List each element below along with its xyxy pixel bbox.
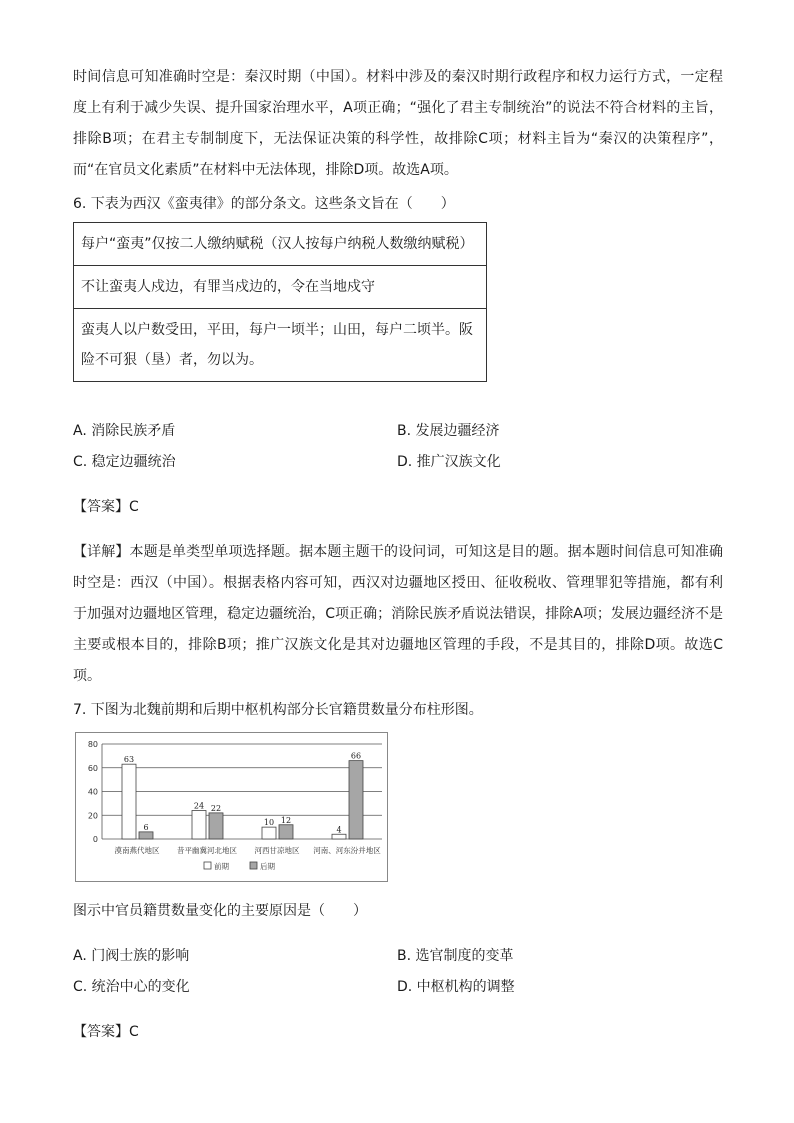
data-label: 10	[263, 818, 275, 828]
data-label: 24	[193, 801, 205, 811]
bar-late	[349, 761, 363, 839]
bar-late	[139, 832, 153, 839]
legend-label: 后期	[260, 862, 275, 871]
x-category-label: 河南、河东汾并地区	[313, 846, 381, 855]
y-tick-label: 20	[87, 811, 98, 821]
option-d: D. 推广汉族文化	[397, 454, 501, 470]
option-c: C. 统治中心的变化	[73, 979, 190, 995]
question-7-stem: 7. 下图为北魏前期和后期中枢机构部分长官籍贯数量分布柱形图。	[73, 702, 483, 718]
question-6-stem: 6. 下表为西汉《蛮夷律》的部分条文。这些条文旨在（ ）	[73, 196, 455, 212]
question-6-detail	[73, 537, 723, 692]
bar-chart-svg	[76, 733, 387, 881]
detail-text: 本题是单类型单项选择题。据本题主题干的设问词，可知这是目的题。据本题时间信息可知准确时空是：西汉（中国）。根据表格内容可知，西汉对边疆地区授田、征收税收、管理罪犯等措施，都有利于加强对边疆地区管理，稳定边疆统治，C项正确；消除民族矛盾说法错误，排除A项；发展边疆经济不是主要或根本目的，排除B项；推广汉族文化是其对边疆地区管理的手段，不是其目的，排除D项。故选C项。	[73, 544, 724, 684]
table-cell: 不让蛮夷人戍边，有罪当戍边的，令在当地戍守	[74, 266, 487, 309]
legend-swatch	[204, 862, 211, 869]
answer-tag: 【答案】	[73, 499, 129, 515]
x-category-label: 昔平幽冀河北地区	[177, 846, 237, 855]
y-tick-label: 0	[92, 835, 98, 844]
legend-label: 前期	[214, 862, 229, 871]
data-label: 4	[336, 825, 342, 835]
table-row	[74, 223, 487, 266]
data-label: 12	[280, 815, 292, 825]
data-label: 6	[143, 822, 149, 832]
option-d: D. 中枢机构的调整	[397, 979, 515, 995]
option-a: A. 门阀士族的影响	[73, 948, 190, 964]
question-6-options	[73, 416, 723, 478]
document-page	[73, 62, 723, 1062]
bar-chart	[75, 732, 388, 882]
legend-swatch	[250, 862, 257, 869]
bar-early	[192, 811, 206, 840]
data-label: 66	[350, 751, 362, 761]
option-c: C. 稳定边疆统治	[73, 454, 176, 470]
question-6-answer	[73, 492, 723, 523]
x-category-label: 漠南燕代地区	[114, 846, 160, 855]
question-7-options	[73, 941, 723, 1003]
answer-value: C	[129, 1024, 139, 1040]
y-tick-label: 80	[87, 740, 98, 749]
table-row	[74, 266, 487, 309]
bar-late	[209, 813, 223, 839]
bar-early	[332, 834, 346, 839]
option-b: B. 发展边疆经济	[397, 423, 500, 439]
table-row	[74, 309, 487, 382]
answer-tag: 【答案】	[73, 1024, 129, 1040]
bar-late	[279, 825, 293, 839]
table-cell: 蛮夷人以户数受田，平田，每户一顷半；山田，每户二顷半。阪险不可狠（垦）者，勿以为。	[74, 309, 487, 382]
data-label: 63	[123, 755, 135, 765]
y-tick-label: 40	[87, 787, 98, 797]
table-cell: 每户“蛮夷”仅按二人缴纳赋税（汉人按每户纳税人数缴纳赋税）	[74, 223, 487, 266]
detail-tag: 【详解】	[73, 544, 130, 560]
option-b: B. 选官制度的变革	[397, 948, 514, 964]
x-category-label: 河西甘凉地区	[254, 846, 300, 855]
law-table	[73, 222, 487, 382]
data-label: 22	[210, 803, 222, 813]
option-a: A. 消除民族矛盾	[73, 423, 176, 439]
y-tick-label: 60	[87, 763, 98, 773]
answer-value: C	[129, 499, 139, 515]
bar-early	[262, 827, 276, 839]
bar-early	[122, 764, 136, 839]
question-7-answer	[73, 1017, 723, 1048]
question-7-question: 图示中官员籍贯数量变化的主要原因是（ ）	[73, 903, 367, 919]
prev-explanation: 时间信息可知准确时空是：秦汉时期（中国）。材料中涉及的秦汉时期行政程序和权力运行方式，一定程度上有利于减少失误、提升国家治理水平，A项正确；“强化了君主专制统治”的说法不符合材料的主旨，排除B项；在君主专制制度下，无法保证决策的科学性，故排除C项；材料主旨为“秦汉的决策程序”，而“在官员文化素质”在材料中无法体现，排除D项。故选A项。	[73, 69, 723, 178]
